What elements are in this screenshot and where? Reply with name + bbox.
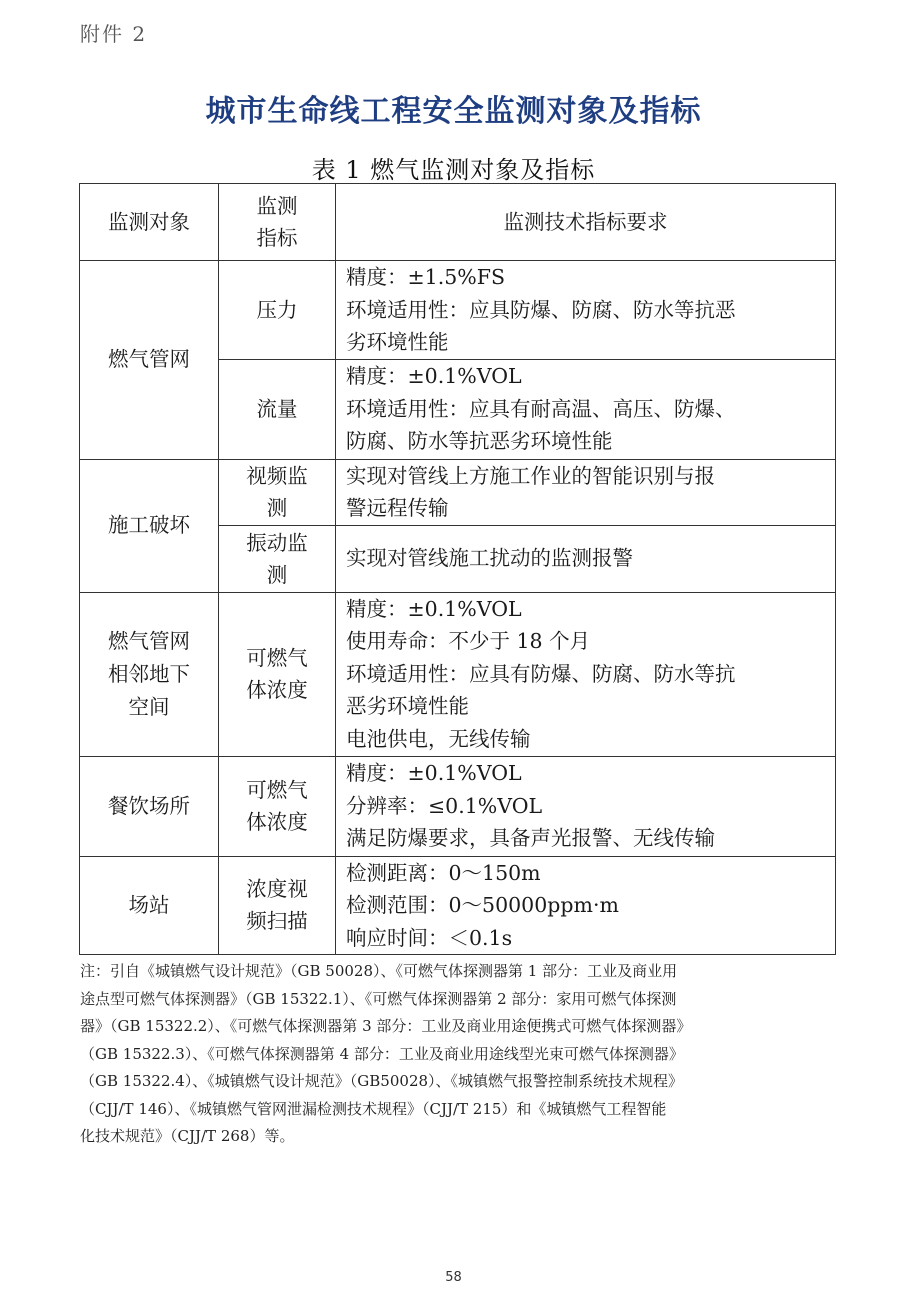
table-row — [80, 856, 836, 955]
requirements-cell — [336, 359, 836, 459]
note-line: （CJJ/T 146）、《城镇燃气管网泄漏检测技术规程》（CJJ/T 215）和《城镇燃气工程智能 — [80, 1099, 667, 1118]
attachment-label: 附件 2 — [80, 22, 148, 46]
requirement-line: 实现对管线上方施工作业的智能识别与报 — [346, 463, 715, 488]
requirements-cell — [336, 525, 836, 592]
indicator-cell: 视频监 测 — [219, 459, 336, 525]
requirements-cell — [336, 459, 836, 525]
indicator-cell: 浓度视 频扫描 — [219, 856, 336, 955]
requirement-line: 精度：±0.1%VOL — [346, 761, 522, 786]
requirement-line: 实现对管线施工扰动的监测报警 — [346, 546, 633, 571]
note-line: （GB 15322.4）、《城镇燃气设计规范》（GB50028）、《城镇燃气报警控制系统技术规程》 — [80, 1072, 684, 1090]
object-cell: 施工破坏 — [80, 459, 219, 592]
requirement-line: 电池供电，无线传输 — [346, 726, 531, 751]
object-cell: 燃气管网 相邻地下 空间 — [80, 592, 219, 756]
requirement-line: 响应时间：＜0.1s — [346, 925, 513, 950]
indicator-cell: 振动监 测 — [219, 525, 336, 592]
requirements-cell — [336, 756, 836, 856]
page-number: 58 — [445, 1270, 462, 1285]
requirements-cell — [336, 261, 836, 360]
note-line: 化技术规范》（CJJ/T 268）等。 — [80, 1127, 295, 1145]
requirement-line: 精度：±1.5%FS — [346, 265, 506, 289]
note-line: 器》（GB 15322.2）、《可燃气体探测器第 3 部分：工业及商业用途便携式可燃气体探测器》 — [80, 1017, 692, 1035]
requirement-line: 分辨率：≤0.1%VOL — [346, 793, 543, 818]
requirement-line: 检测距离：0～150m — [346, 860, 541, 885]
requirements-cell — [336, 592, 836, 756]
object-cell: 场站 — [80, 856, 219, 955]
note-line: 注：引自《城镇燃气设计规范》（GB 50028）、《可燃气体探测器第 1 部分：工业及商业用 — [80, 962, 678, 980]
requirement-line: 满足防爆要求，具备声光报警、无线传输 — [346, 826, 715, 851]
requirement-line: 劣环境性能 — [346, 330, 449, 354]
table-caption: 表 1 燃气监测对象及指标 — [311, 156, 596, 184]
table-row — [80, 756, 836, 856]
requirement-line: 环境适用性：应具有耐高温、高压、防爆、 — [346, 396, 736, 421]
header-indicator: 监测 指标 — [219, 184, 336, 261]
indicator-cell: 流量 — [219, 359, 336, 459]
requirement-line: 警远程传输 — [346, 496, 449, 520]
requirement-line: 检测范围：0～50000ppm·m — [346, 893, 619, 917]
object-cell: 餐饮场所 — [80, 756, 219, 856]
table-header-row — [80, 184, 836, 261]
indicator-cell: 压力 — [219, 261, 336, 360]
requirements-cell — [336, 856, 836, 955]
indicator-cell: 可燃气 体浓度 — [219, 756, 336, 856]
requirement-line: 精度：±0.1%VOL — [346, 596, 522, 621]
table-note — [80, 958, 836, 1151]
table-row — [80, 592, 836, 756]
header-requirements: 监测技术指标要求 — [336, 184, 836, 261]
monitoring-table — [79, 183, 836, 955]
table-row — [80, 459, 836, 525]
requirement-line: 环境适用性：应具有防爆、防腐、防水等抗 — [346, 661, 736, 686]
object-cell: 燃气管网 — [80, 261, 219, 460]
requirement-line: 使用寿命：不少于 18 个月 — [346, 629, 591, 654]
table-row — [80, 261, 836, 360]
header-object: 监测对象 — [80, 184, 219, 261]
requirement-line: 精度：±0.1%VOL — [346, 364, 522, 389]
page-title: 城市生命线工程安全监测对象及指标 — [205, 94, 702, 129]
indicator-cell: 可燃气 体浓度 — [219, 592, 336, 756]
note-line: 途点型可燃气体探测器》（GB 15322.1）、《可燃气体探测器第 2 部分：家用可燃气体探测 — [80, 989, 677, 1008]
requirement-line: 防腐、防水等抗恶劣环境性能 — [346, 429, 613, 454]
note-line: （GB 15322.3）、《可燃气体探测器第 4 部分：工业及商业用途线型光束可燃气体探测器》 — [80, 1044, 684, 1063]
requirement-line: 恶劣环境性能 — [346, 694, 469, 719]
requirement-line: 环境适用性：应具防爆、防腐、防水等抗恶 — [346, 297, 736, 322]
